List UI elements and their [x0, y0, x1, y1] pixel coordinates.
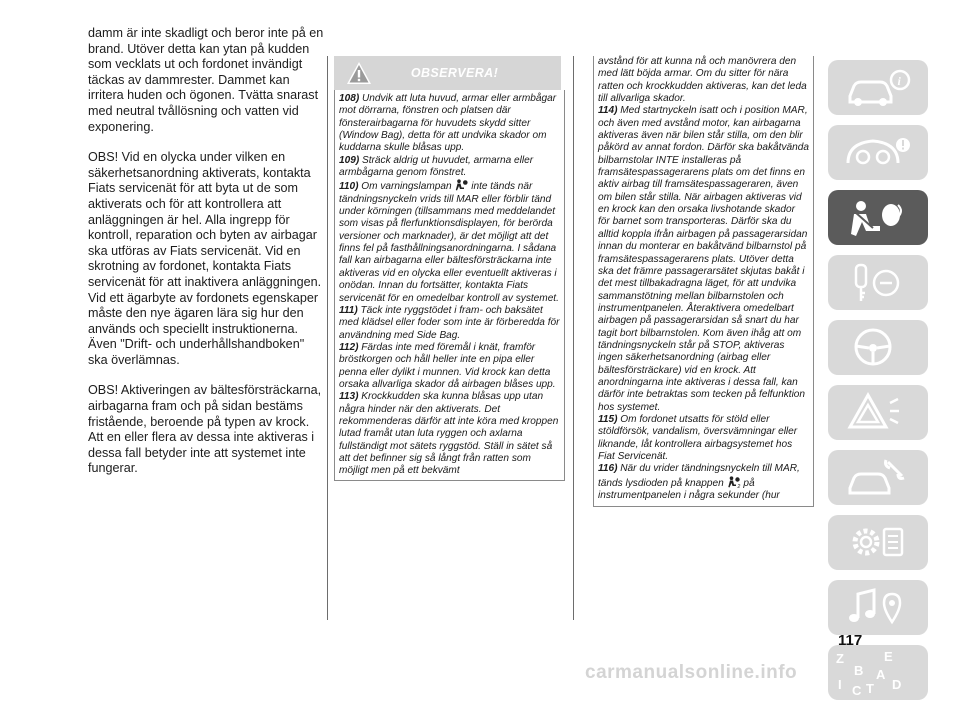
- body-paragraph: OBS! Aktiveringen av bältesförsträckarna, airbagarna fram och på sidan bestäms fristående, beroende på typen av krock. Att en eller flera av dessa inte aktiveras i dessa fall betyder inte att systemet inte fungerar.: [88, 383, 322, 476]
- chapter-tab-sidebar: [828, 60, 928, 710]
- warning-entry-110: [339, 179, 560, 304]
- body-paragraph: damm är inte skadligt och beror inte på en brand. Utöver detta kan ytan på kudden som vecklats ut och fordonet invändigt täckas av dammrester. Dammet kan irritera huden och ögonen. Tvätta snarast med neutral tvållösning och vatten vid exponering.: [88, 26, 324, 134]
- warning-entry-109: [339, 155, 560, 180]
- entry-text: Med startnyckeln isatt och i position MAR, och även med avstånd motor, kan airbagarna aktiveras även när bilen står stilla, om den blir påkörd av annat fordon. Därför ska bakåtvända bilbarnstolar INTE installeras på framsätespassagerarens plats om det finns en aktiv airbag till framsätespassageraren, även om bilen står stilla. När airbagen aktiveras vid en krock kan den orsaka livshotande skador för barnet som transporteras. Därför ska du alltid koppla ifrån airbagen på passagerarsidan innan du monterar en bakåtvänd bilbarnstol på framsätespassagerarens plats. Utöver detta ska det främre passagerarsätet skjutas bakåt i det mest tillbakadragna läget, för att undvika sammanstötning mellan bilbarnstolen och instrumentpanelen. Återaktivera omedelbart airbagen på passagerarsidan så snart du har tagit bort bilbarnstolen. Kom även ihåg att om tändningsnyckeln står på STOP, aktiveras ingen säkerhetsanordning (airbag eller bältesförsträckare) vid en krock. Att anordningarna inte aktiveras i dessa fall, kan därför inte betraktas som tecken på felfunktion hos systemet.: [598, 105, 809, 413]
- continued-warning-box: [593, 56, 814, 507]
- entry-text: Färdas inte med föremål i knät, framför bröstkorgen och håll heller inte en pipa eller penna eller dylikt i munnen. Vid krock kan detta orsaka allvarliga skador då airbagen blåses upp.: [339, 341, 556, 390]
- index-letter: E: [884, 649, 893, 664]
- entry-number: 110): [339, 181, 359, 193]
- dashboard-warning-icon: [828, 125, 928, 180]
- tab-driving[interactable]: [828, 320, 928, 375]
- warning-column: [334, 56, 565, 481]
- entry-number: 109): [339, 154, 360, 166]
- entry-number: 114): [598, 105, 618, 117]
- tab-technical-data[interactable]: [828, 515, 928, 570]
- svg-text:i: i: [897, 74, 901, 88]
- entry-text: Om varningslampan: [361, 181, 452, 193]
- warning-box: [334, 90, 565, 481]
- watermark-text: carmanualsonline.info: [585, 662, 798, 683]
- svg-text:2: 2: [737, 483, 740, 488]
- tab-car-info[interactable]: [828, 60, 928, 115]
- index-letter: C: [852, 683, 862, 698]
- body-paragraph: OBS! Vid en olycka under vilken en säkerhetsanordning aktiverats, kontakta Fiats servicenät för att byta ut de som aktiverats och för att kontrollera att anläggningen är hel. Alla ingrepp för kontroll, reparation och byten av airbagar ska utföras av Fiats servicenät. Vid en skrotning av fordonet, kontakta Fiats servicenät för att inaktivera anläggningen. Vid ett ägarbyte av fordonets egenskaper måste den nye ägaren lära sig hur den används och speciellt instruktionerna. Även "Drift- och underhållshandboken" ska överlämnas.: [88, 150, 322, 367]
- page-number: 117: [838, 632, 863, 649]
- warning-entry-111: [339, 305, 560, 342]
- wrench-car-icon: [828, 450, 928, 505]
- warning-entry-116: [598, 463, 809, 502]
- music-nav-icon: [828, 580, 928, 635]
- warning-entry-112: [339, 342, 560, 391]
- warning-entry-114: [598, 105, 809, 414]
- entry-number: 112): [339, 341, 359, 353]
- warning-continuation: avstånd för att kunna nå och manövrera den med lätt böjda armar. Om du sitter för nära ratten och krockkudden aktiveras, kan det leda till allvarliga skador.: [598, 56, 807, 105]
- warning-entry-115: [598, 414, 809, 463]
- entry-number: 113): [339, 391, 359, 403]
- entry-number: 115): [598, 413, 618, 425]
- entry-number: 116): [598, 463, 618, 475]
- entry-number: 111): [339, 304, 358, 316]
- index-letter: D: [892, 677, 902, 692]
- index-letter: A: [876, 667, 886, 682]
- passenger-airbag-button-icon: [727, 476, 741, 488]
- index-letter: T: [866, 681, 874, 696]
- continued-warning-column: [593, 56, 814, 507]
- entry-text: Täck inte ryggstödet i fram- och baksätet med klädsel eller foder som inte är förberedda för användning med Side Bag.: [339, 304, 560, 341]
- warning-light-icon: [828, 385, 928, 440]
- car-info-icon: [828, 60, 928, 115]
- tab-emergency[interactable]: [828, 385, 928, 440]
- tab-dashboard[interactable]: [828, 125, 928, 180]
- entry-number: 108): [339, 93, 360, 104]
- alphabet-index-icon: [828, 645, 928, 700]
- column-divider: [573, 56, 574, 620]
- key-start-icon: [828, 255, 928, 310]
- warning-entry-113: [339, 391, 560, 477]
- tab-safety[interactable]: [828, 190, 928, 245]
- index-letter: I: [838, 677, 842, 692]
- warning-title: OBSERVERA!: [410, 66, 499, 80]
- entry-text: inte tänds när tändningsnyckeln vrids till MAR eller förblir tänd under körningen (tillsammans med meddelandet som visas på flerfunktionsdisplayen, för berörda versioner och marknader), är det möjligt att det finns fel på fasthållningsanordningarna. I sådana fall kan airbagarna eller bältesförsträckarna inte aktiveras vid en olycka eller eventuellt aktiveras i onödan. Innan du fortsätter, kontakta Fiats servicenät för en omedelbar kontroll av systemet.: [339, 181, 559, 304]
- column-divider: [327, 56, 328, 620]
- entry-text: Undvik att luta huvud, armar eller armbågar mot dörrarna, fönstren och platsen där fönsterairbagarna för huvudets skydd sitter (Window Bag), detta för att undvika skador om kuddarna skulle blåsas upp.: [339, 93, 557, 154]
- entry-text: Sträck aldrig ut huvudet, armarna eller armbågarna genom fönstret.: [339, 154, 534, 179]
- seatbelt-airbag-icon: [828, 190, 928, 245]
- gear-data-icon: [828, 515, 928, 570]
- tab-index[interactable]: [828, 645, 928, 700]
- index-letter: B: [854, 663, 864, 678]
- index-letter: Z: [836, 651, 844, 666]
- entry-text: När du vrider tändningsnyckeln till MAR, tänds lysdioden på knappen: [598, 463, 800, 489]
- tab-maintenance[interactable]: [828, 450, 928, 505]
- entry-text: på instrumentpanelen i några sekunder (hur: [598, 477, 780, 502]
- entry-text: Krockkudden ska kunna blåsas upp utan några hinder när den aktiverats. Det rekommenderas därför att inte köra med kroppen lutad framåt utan luta ryggen och axlarna fullständigt mot sätets ryggstöd. Ställ in sätet så att det befinner sig så långt från ratten som möjligt men på ett bekvämt: [339, 391, 559, 477]
- warning-entry-108: [339, 93, 560, 155]
- tab-starting[interactable]: [828, 255, 928, 310]
- airbag-warning-lamp-icon: [454, 179, 468, 191]
- entry-text: Om fordonet utsatts för stöld eller stöldförsök, vandalism, översvämningar eller liknande, låt kontrollera airbagsystemet hos Fiat Servicenät.: [598, 413, 798, 462]
- tab-multimedia[interactable]: [828, 580, 928, 635]
- body-text-column: [88, 26, 326, 492]
- steering-wheel-icon: [828, 320, 928, 375]
